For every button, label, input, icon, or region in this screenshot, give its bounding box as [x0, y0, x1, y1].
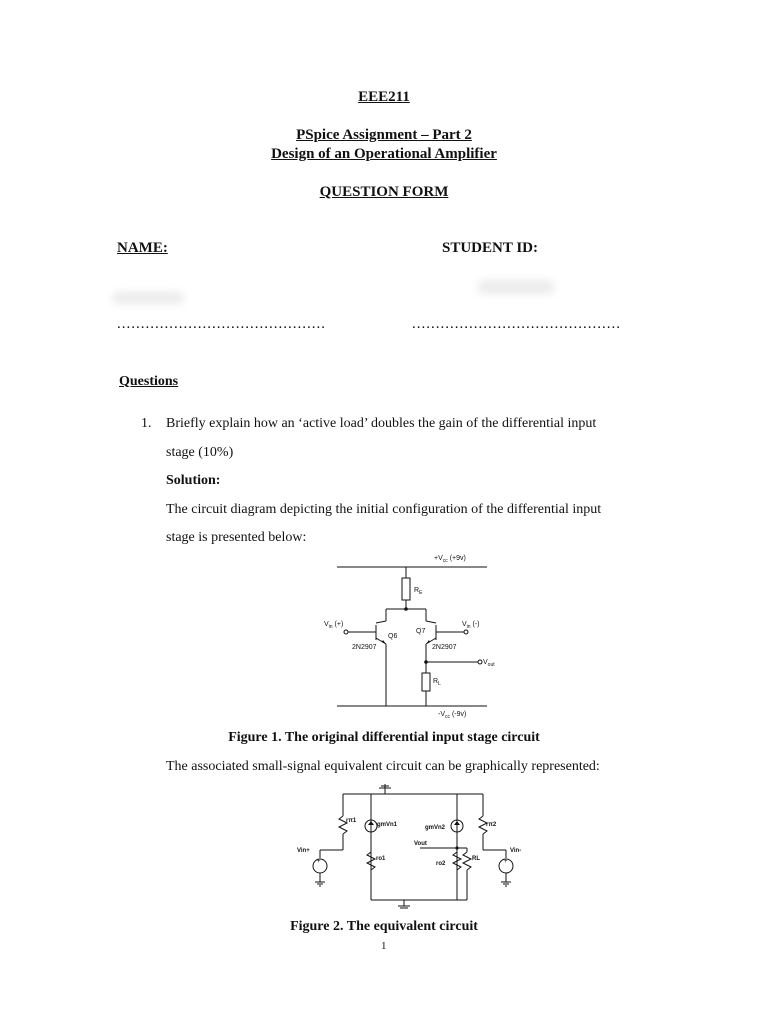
fig1-re-label: $R_E$ — [414, 587, 423, 596]
student-id-entry-line: ............................................ — [412, 316, 621, 332]
form-title: QUESTION FORM — [319, 184, 449, 200]
fig1-vcc-label: $+V_{cc}$ (+9v) — [434, 555, 466, 564]
page-number: 1 — [381, 940, 387, 952]
fig2-vin-minus-label: Vin- — [510, 848, 522, 854]
fig1-rl-label: $R_L$ — [433, 678, 441, 687]
fig1-vout-label: $V_{out}$ — [483, 659, 495, 668]
questions-heading: Questions — [119, 374, 179, 389]
fig1-vin-minus-label: $V_{in}$ (-) — [462, 621, 480, 630]
fig2-rl-label: RL — [472, 856, 480, 862]
svg-text:+: + — [317, 859, 321, 865]
solution-text-line2: stage is presented below: — [166, 530, 307, 545]
redacted-name — [112, 292, 184, 304]
solution-label: Solution: — [166, 473, 221, 488]
question-text-line1: Briefly explain how an ‘active load’ doubles the gain of the differential input — [166, 416, 597, 431]
fig2-gmvn1-label: gmVn1 — [377, 822, 398, 828]
question-number: 1. — [141, 416, 152, 431]
fig2-ro1-label: ro1 — [376, 856, 386, 862]
assignment-title: PSpice Assignment – Part 2 — [296, 127, 472, 143]
svg-text:+: + — [504, 859, 508, 865]
fig2-vout-label: Vout — [414, 841, 427, 847]
fig1-vee-label: $-V_{cc}$ (-9v) — [438, 711, 467, 720]
name-label: NAME: — [117, 240, 168, 256]
design-title: Design of an Operational Amplifier — [271, 146, 497, 162]
fig2-gmvn2-label: gmVn2 — [425, 825, 446, 831]
solution-text-line1: The circuit diagram depicting the initial configuration of the differential input — [166, 502, 602, 517]
small-signal-intro: The associated small-signal equivalent circuit can be graphically represented: — [166, 759, 600, 774]
fig2-rpi2-label: rπ2 — [486, 822, 497, 828]
figure2-equivalent-circuit — [296, 782, 526, 912]
redacted-student-id — [478, 280, 554, 294]
figure1-circuit — [310, 550, 510, 725]
fig1-q7-label: Q7 — [416, 628, 426, 635]
name-entry-line: ............................................ — [117, 316, 326, 332]
fig1-q6-label: Q6 — [388, 633, 398, 640]
fig2-ro2-label: ro2 — [436, 861, 446, 867]
fig1-vin-plus-label: $V_{in}$ (+) — [324, 621, 344, 630]
fig1-part-right: 2N2907 — [432, 644, 457, 651]
course-code: EEE211 — [358, 89, 410, 105]
question-text-line2: stage (10%) — [166, 445, 234, 460]
figure2-caption: Figure 2. The equivalent circuit — [290, 919, 478, 934]
fig2-rpi1-label: rπ1 — [346, 818, 357, 824]
figure1-caption: Figure 1. The original differential input stage circuit — [228, 730, 540, 745]
fig1-part-left: 2N2907 — [352, 644, 377, 651]
student-id-label: STUDENT ID: — [442, 240, 538, 256]
fig2-vin-plus-label: Vin+ — [297, 848, 310, 854]
